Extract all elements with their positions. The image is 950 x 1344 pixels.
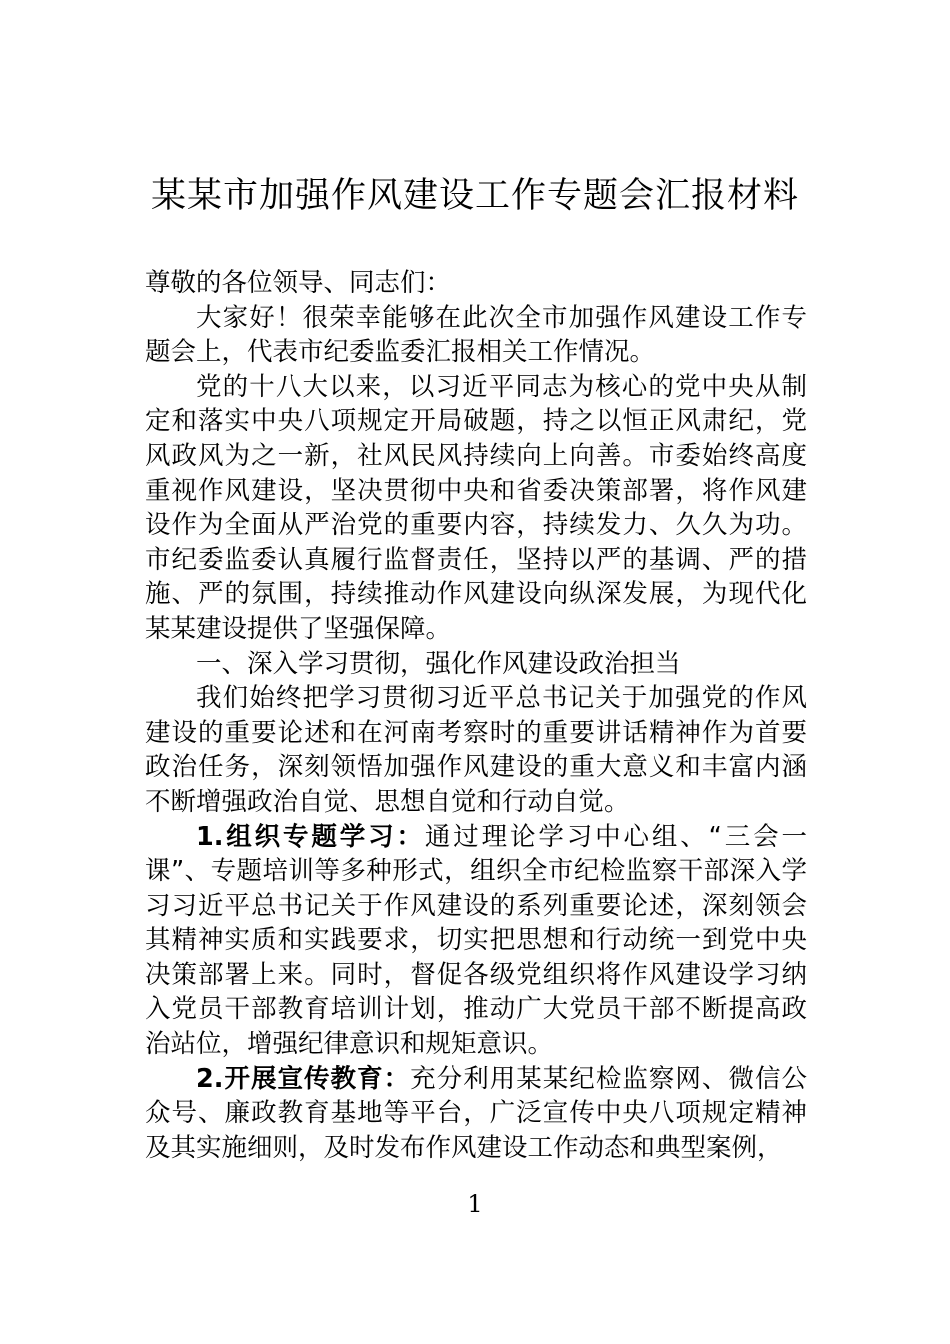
list-item-2 — [145, 1062, 807, 1166]
list-item-1-text: 通过理论学习中心组、“三会一课”、专题培训等多种形式，组织全市纪检监察干部深入学习习近平总书记关于作风建设的系列重要论述，深刻领会其精神实质和实践要求，切实把思想和行动统一到党中央决策部署上来。同时，督促各级党组织将作风建设学习纳入党员干部教育培训计划，推动广大党员干部不断提高政治站位，增强纪律意识和规矩意识。 — [145, 821, 807, 1060]
salutation: 尊敬的各位领导、同志们： — [145, 268, 452, 298]
paragraph-section-1-intro: 我们始终把学习贯彻习近平总书记关于加强党的作风建设的重要论述和在河南考察时的重要讲话精神作为首要政治任务，深刻领悟加强作风建设的重大意义和丰富内涵不断增强政治自觉、思想自觉和行动自觉。 — [145, 683, 807, 817]
document-body — [145, 266, 807, 1165]
paragraph-opening: 大家好！很荣幸能够在此次全市加强作风建设工作专题会上，代表市纪委监委汇报相关工作情况。 — [145, 302, 807, 368]
list-item-1-label: 1.组织专题学习： — [196, 821, 425, 852]
list-item-2-text: 充分利用某某纪检监察网、微信公众号、廉政教育基地等平台，广泛宣传中央八项规定精神及其实施细则，及时发布作风建设工作动态和典型案例， — [145, 1063, 807, 1163]
section-heading-1: 一、深入学习贯彻，强化作风建设政治担当 — [196, 648, 681, 679]
list-item-2-label: 2.开展宣传教育： — [196, 1063, 411, 1094]
document-title: 某某市加强作风建设工作专题会汇报材料 — [150, 176, 799, 216]
list-item-1 — [145, 820, 807, 1062]
page-number: 1 — [467, 1190, 483, 1218]
paragraph-background: 党的十八大以来，以习近平同志为核心的党中央从制定和落实中央八项规定开局破题，持之以恒正风肃纪，党风政风为之一新，社风民风持续向上向善。市委始终高度重视作风建设，坚决贯彻中央和省委决策部署，将作风建设作为全面从严治党的重要内容，持续发力、久久为功。市纪委监委认真履行监督责任，坚持以严的基调、严的措施、严的氛围，持续推动作风建设向纵深发展，为现代化某某建设提供了坚强保障。 — [145, 371, 807, 644]
